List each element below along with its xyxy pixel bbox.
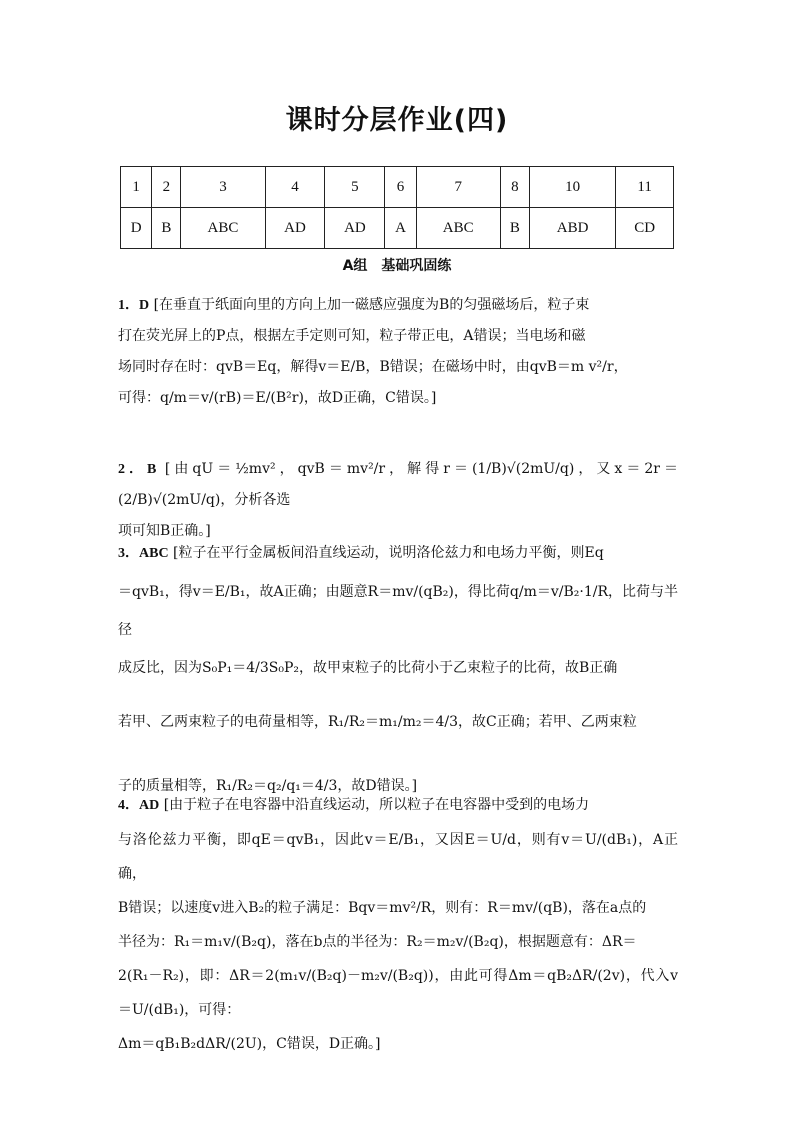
- answer-line: 与洛伦兹力平衡，即qE＝qvB₁，因此v＝E/B₁，又因E＝U/d，则有v＝U/(dB₁)，A正确，: [118, 832, 678, 882]
- answer-line: 成反比，因为S₀P₁＝4/3S₀P₂，故甲束粒子的比荷小于乙束粒子的比荷，故B正确: [118, 660, 618, 676]
- answer-line: 场同时存在时：qvB＝Eq，解得v＝E/B，B错误；在磁场中时，由qvB＝m v²/r，: [118, 359, 628, 375]
- table-cell: 6: [385, 167, 416, 208]
- table-cell: ABD: [529, 208, 615, 249]
- question-number: 3．ABC: [118, 546, 169, 561]
- table-cell: 11: [616, 167, 674, 208]
- table-cell: 7: [416, 167, 500, 208]
- answer-text: [粒子在平行金属板间沿直线运动，说明洛伦兹力和电场力平衡，则Eq: [173, 545, 604, 561]
- table-cell: D: [121, 208, 152, 249]
- answer-text: [由qU＝½mv²，qvB＝mv²/r，解得r＝(1/B)√(2mU/q)，又x＝2r＝(2/B)√(2mU/q)，分析各选: [118, 461, 678, 508]
- question-number: 1．D: [118, 298, 150, 313]
- table-cell: 4: [265, 167, 325, 208]
- answer-text: [由于粒子在电容器中沿直线运动，所以粒子在电容器中受到的电场力: [163, 797, 590, 813]
- answer-line: B错误；以速度v进入B₂的粒子满足：Bqv＝mv²/R，则有：R＝mv/(qB)，落在a点的: [118, 900, 647, 916]
- table-cell: ABC: [181, 208, 265, 249]
- answer-line: 项可知B正确。]: [118, 523, 211, 539]
- table-cell: 10: [529, 167, 615, 208]
- answer-q4: [118, 788, 678, 1061]
- table-cell: CD: [616, 208, 674, 249]
- table-cell: AD: [325, 208, 385, 249]
- table-cell: B: [152, 208, 181, 249]
- answer-line: 半径为：R₁＝m₁v/(B₂q)，落在b点的半径为：R₂＝m₂v/(B₂q)，根据题意有：ΔR＝: [118, 934, 637, 950]
- answer-line: [118, 454, 678, 516]
- table-cell: 5: [325, 167, 385, 208]
- table-cell: 3: [181, 167, 265, 208]
- answer-line: [118, 534, 678, 573]
- table-cell: 1: [121, 167, 152, 208]
- answer-line: 子的质量相等，R₁/R₂＝q₂/q₁＝4/3，故D错误。]: [118, 778, 418, 794]
- table-row-answers: [121, 208, 674, 249]
- answer-q1: [118, 290, 678, 414]
- table-cell: 2: [152, 167, 181, 208]
- answer-line: 若甲、乙两束粒子的电荷量相等，R₁/R₂＝m₁/m₂＝4/3，故C正确；若甲、乙两束粒: [118, 714, 637, 730]
- answer-line: Δm＝qB₁B₂dΔR/(2U)，C错误，D正确。]: [118, 1036, 381, 1052]
- question-number: 2．B: [118, 462, 157, 477]
- answer-line: ＝qvB₁，得v＝E/B₁，故A正确；由题意R＝mv/(qB₂)，得比荷q/m＝v/B₂·1/R，比荷与半径: [118, 584, 678, 638]
- table-row-numbers: [121, 167, 674, 208]
- table-cell: 8: [500, 167, 529, 208]
- answer-line: 可得：q/m＝v/(rB)＝E/(B²r)，故D正确，C错误。]: [118, 390, 437, 406]
- table-cell: ABC: [416, 208, 500, 249]
- answer-line: [118, 788, 678, 823]
- table-cell: B: [500, 208, 529, 249]
- answer-q3: [118, 534, 678, 805]
- answer-line: 打在荧光屏上的P点，根据左手定则可知，粒子带正电，A错误；当电场和磁: [118, 328, 586, 344]
- answer-line: 2(R₁－R₂)，即：ΔR＝2(m₁v/(B₂q)－m₂v/(B₂q))，由此可得Δm＝qB₂ΔR/(2v)，代入v＝U/(dB₁)，可得：: [118, 968, 678, 1018]
- page-title: 课时分层作业(四): [285, 105, 509, 136]
- table-cell: A: [385, 208, 416, 249]
- answer-line: [118, 290, 678, 321]
- question-number: 4．AD: [118, 798, 160, 813]
- table-cell: AD: [265, 208, 325, 249]
- answer-text: [在垂直于纸面向里的方向上加一磁感应强度为B的匀强磁场后，粒子束: [153, 297, 590, 313]
- group-heading: A组 基础巩固练: [342, 258, 452, 274]
- answer-table: [120, 166, 674, 249]
